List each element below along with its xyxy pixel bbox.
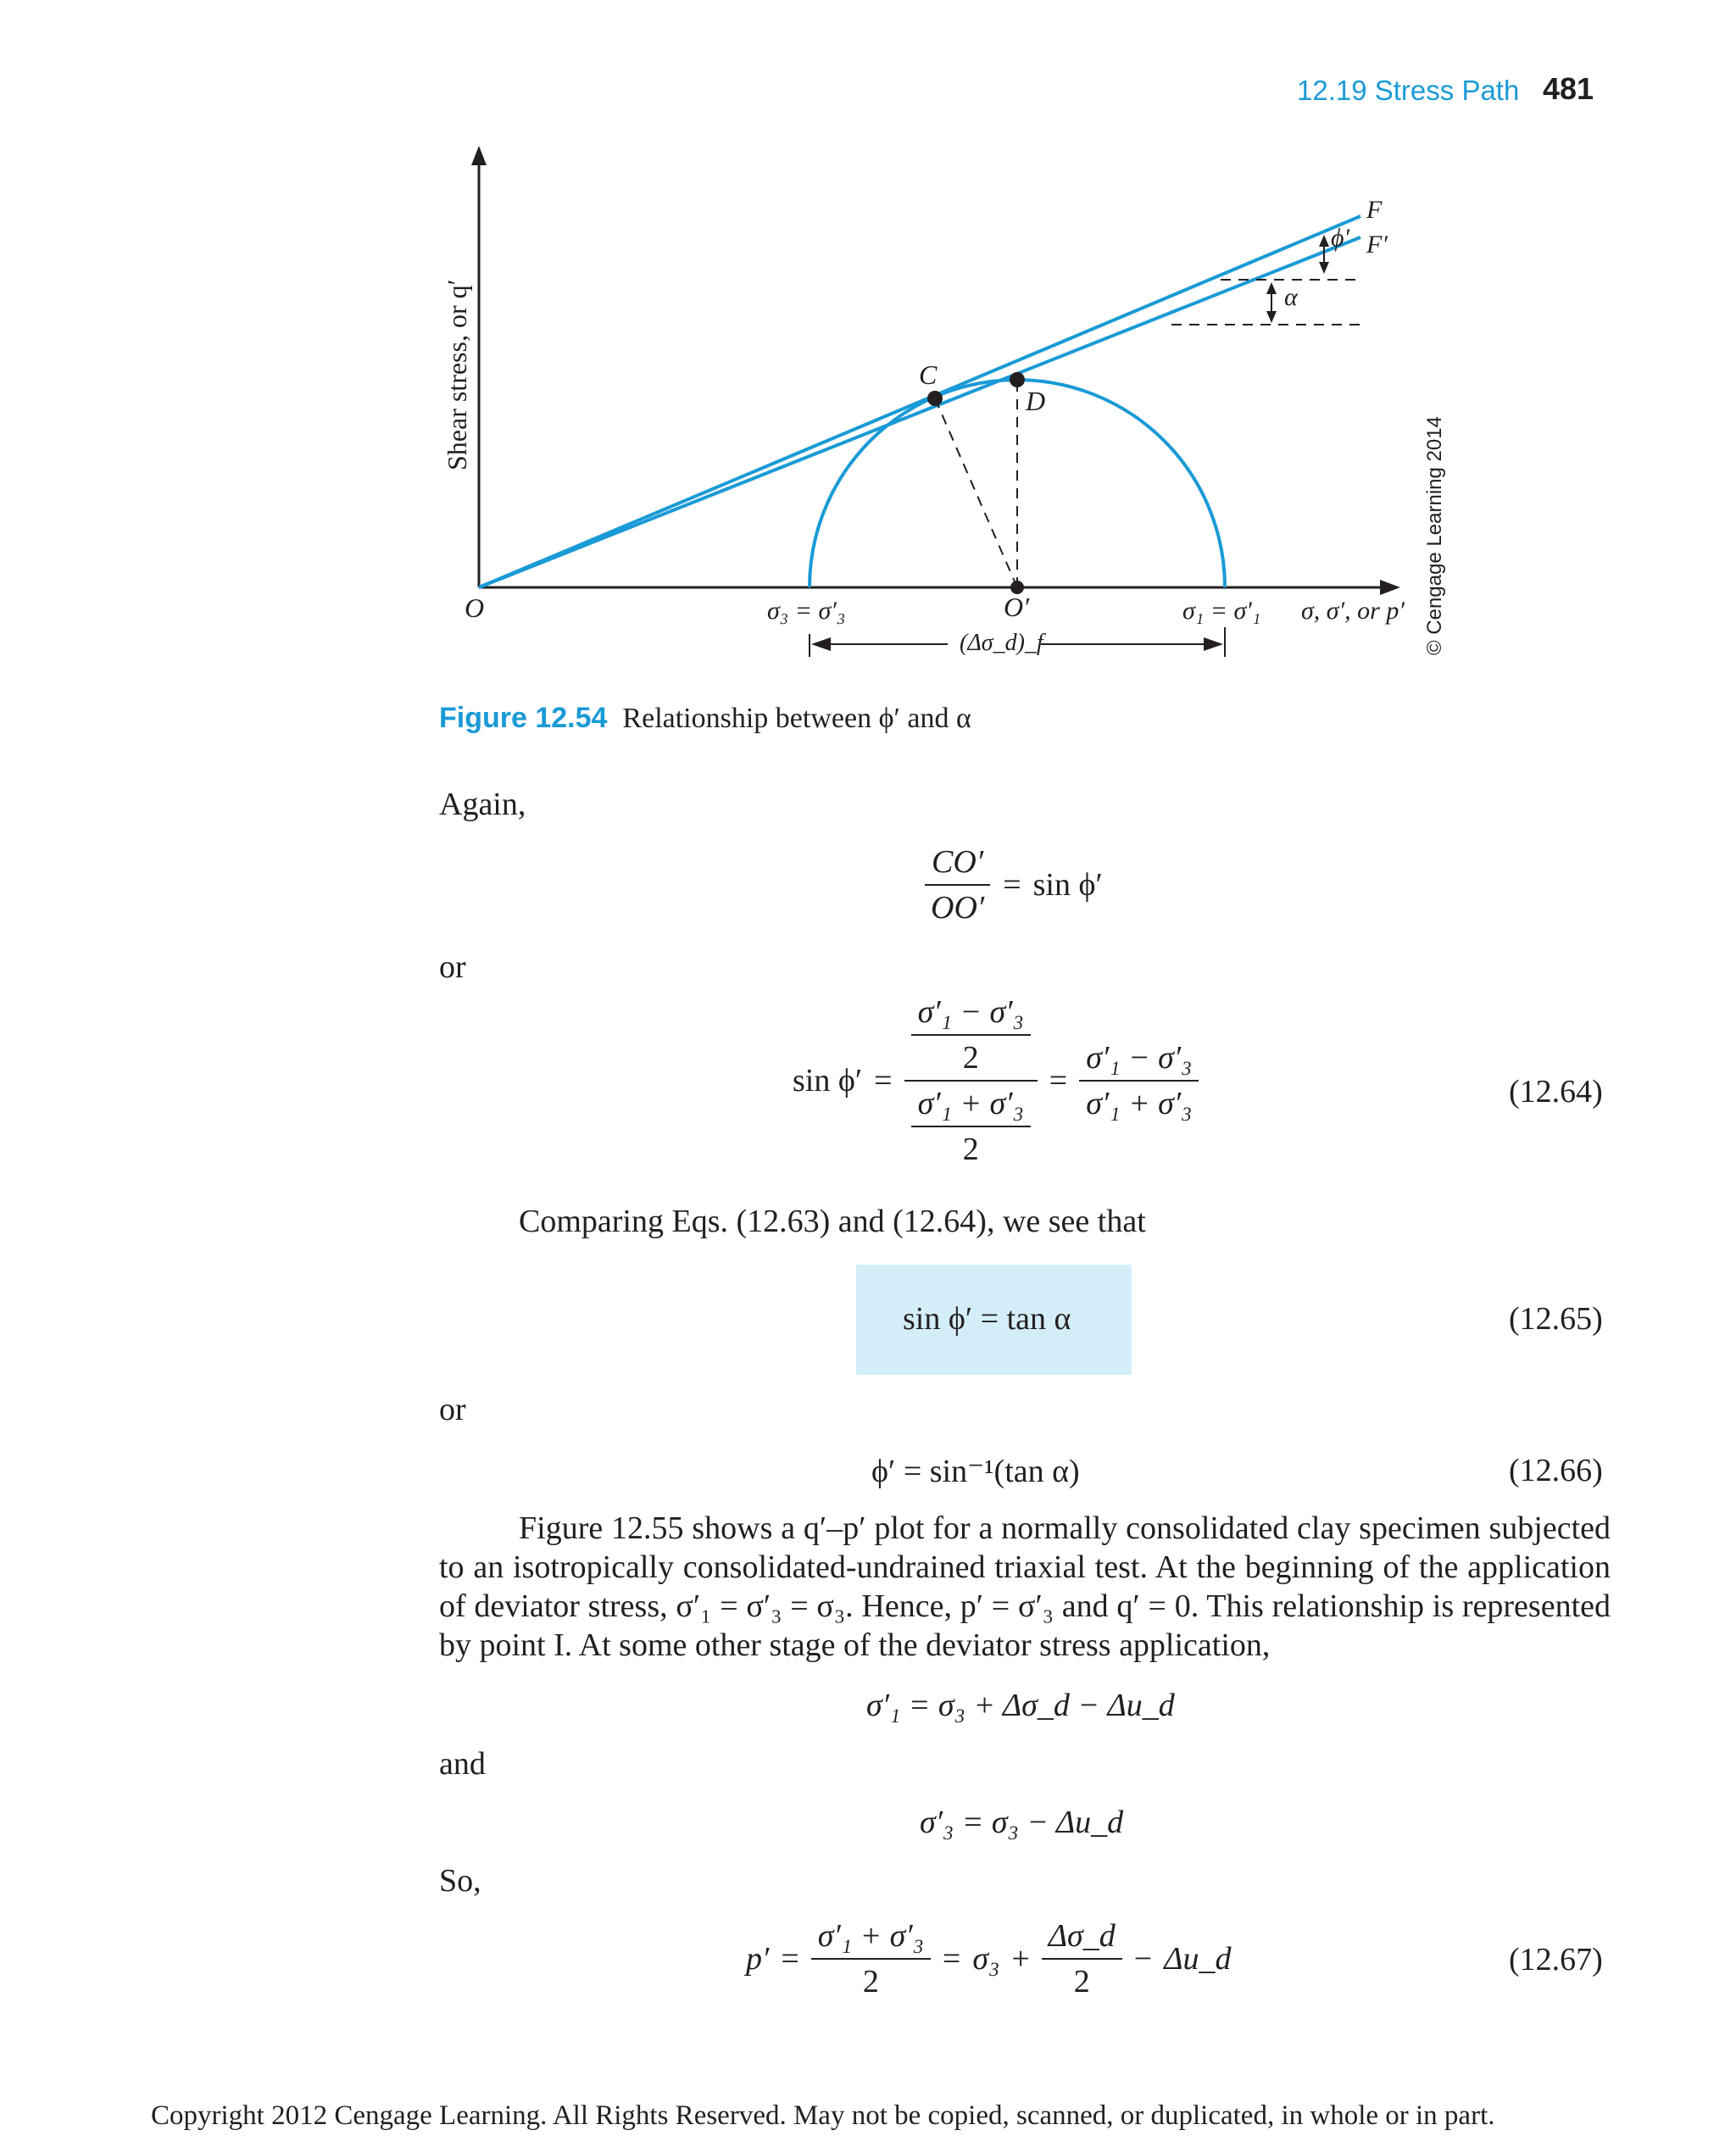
running-header-section: 12.19 Stress Path — [1297, 75, 1520, 106]
figure-credit: © Cengage Learning 2014 — [1423, 416, 1446, 655]
line-f-label: F — [1366, 196, 1383, 224]
delta-sigma-label: (Δσ_d)_f — [960, 630, 1043, 656]
point-c-label: C — [919, 359, 938, 390]
text-or-1: or — [439, 949, 466, 985]
eq-12-67-den: 2 — [862, 1964, 879, 2000]
eq-12-64-num-two: 2 — [962, 1040, 979, 1076]
point-o-prime-label: O′ — [1004, 592, 1030, 622]
phi-label: ϕ′ — [1331, 224, 1350, 252]
figure-caption — [439, 702, 971, 735]
figure-caption-text: Relationship between ϕ′ and α — [622, 703, 971, 734]
equation-co-oo: $\frac{CO'}{OO'}$ = sin ϕ′ — [924, 843, 1103, 926]
point-d-dot — [1010, 372, 1025, 387]
eq-co-rhs: sin ϕ′ — [1032, 867, 1103, 903]
x-axis-label: σ, σ′, or p′ — [1301, 597, 1405, 625]
eq-12-64-den-top: σ′₁ + σ′₃ — [911, 1085, 1031, 1127]
y-axis-arrow — [471, 146, 487, 165]
eq-12-64-rhs-num: σ′₁ − σ′₃ — [1079, 1039, 1199, 1082]
page-number: 481 — [1543, 71, 1594, 106]
equation-12-65: sin ϕ′ = tan α — [903, 1301, 1071, 1337]
eq-12-64-den-two: 2 — [962, 1132, 979, 1167]
alpha-arrowhead-up — [1266, 282, 1277, 294]
y-axis-label: Shear stress, or q′ — [442, 279, 472, 470]
eq-co-denominator: OO′ — [931, 890, 985, 926]
dim-arrow-left — [811, 637, 831, 651]
equation-12-66: ϕ′ = sin⁻¹(tan α) — [871, 1454, 1080, 1489]
body-paragraph: Figure 12.55 shows a q′–p′ plot for a normally consolidated clay specimen subjected to an isotropically consolidated-undrained triaxial test. At the beginning of the application of deviator stress, σ′₁ = σ′₃ = σ₃. Hence, p′ = σ′₃ and q′ = 0. This relationship is represented by point I. At some other stage of the deviator stress application, — [439, 1510, 1611, 1663]
equation-sigma3-prime: σ′₃ = σ₃ − Δu_d — [920, 1805, 1124, 1840]
alpha-label: α — [1284, 283, 1298, 311]
figure-12-54 — [0, 0, 1736, 704]
mohr-circle — [810, 380, 1225, 587]
eq-12-64-num-top: σ′₁ − σ′₃ — [911, 993, 1031, 1036]
text-comparing: Comparing Eqs. (12.63) and (12.64), we see that — [519, 1204, 1146, 1239]
dim-arrow-right — [1204, 637, 1223, 651]
radius-o-c — [935, 398, 1017, 587]
x-axis-arrow — [1380, 580, 1400, 595]
equation-sigma1-prime: σ′₁ = σ₃ + Δσ_d − Δu_d — [866, 1688, 1175, 1723]
envelope-f-prime — [479, 237, 1360, 587]
eq-12-67-num2: Δσ_d — [1042, 1917, 1122, 1960]
figure-caption-label: Figure 12.54 — [439, 702, 608, 734]
eq-12-67-mid: σ₃ — [972, 1941, 1000, 1977]
line-f-prime-label: F′ — [1366, 231, 1388, 259]
text-or-2: or — [439, 1392, 466, 1427]
eq-12-67-lhs: p′ — [746, 1941, 770, 1977]
point-d-label: D — [1026, 386, 1046, 416]
point-c-dot — [927, 391, 943, 406]
text-and: and — [439, 1746, 486, 1782]
sigma1-label: σ₁ = σ′₁ — [1182, 597, 1261, 625]
eq-12-67-num: σ′₁ + σ′₃ — [811, 1917, 931, 1960]
phi-arrowhead-down — [1319, 262, 1329, 274]
text-again: Again, — [439, 787, 526, 822]
envelope-f — [479, 216, 1360, 587]
text-so: So, — [439, 1863, 481, 1899]
eq-number-12-67: (12.67) — [1509, 1942, 1603, 1977]
eq-12-67-tail: Δu_d — [1164, 1941, 1232, 1977]
copyright-footer: Copyright 2012 Cengage Learning. All Rights Reserved. May not be copied, scanned, or duplicated, in whole or in part. — [151, 2100, 1495, 2131]
eq-12-64-lhs: sin ϕ′ — [793, 1063, 863, 1099]
sigma3-label: σ₃ = σ′₃ — [767, 597, 846, 625]
origin-label: O — [465, 592, 485, 623]
eq-co-numerator: CO′ — [925, 843, 990, 886]
equation-12-64: sin ϕ′ = $\frac{\frac{\text{σ′₁ − σ′₃}}{2}}{\frac{\text{σ′₁ + σ′₃}}{2}}$ = $\frac{\text{σ′₁ − σ′₃}}{\text{σ′₁ + σ′₃}}$ — [793, 993, 1199, 1168]
eq-12-67-den2: 2 — [1073, 1964, 1090, 2000]
eq-number-12-66: (12.66) — [1509, 1453, 1603, 1488]
eq-12-64-rhs-den: σ′₁ + σ′₃ — [1086, 1086, 1193, 1121]
eq-number-12-65: (12.65) — [1509, 1301, 1603, 1337]
eq-number-12-64: (12.64) — [1509, 1074, 1603, 1110]
equation-12-67: p′ = $\frac{\text{σ′₁ + σ′₃}}{2}$ = σ₃ + $\frac{\Delta\sigma\_d}{2}$ − Δu_d — [746, 1918, 1232, 2000]
phi-arrowhead-up — [1319, 235, 1329, 247]
alpha-arrowhead-down — [1266, 311, 1277, 323]
